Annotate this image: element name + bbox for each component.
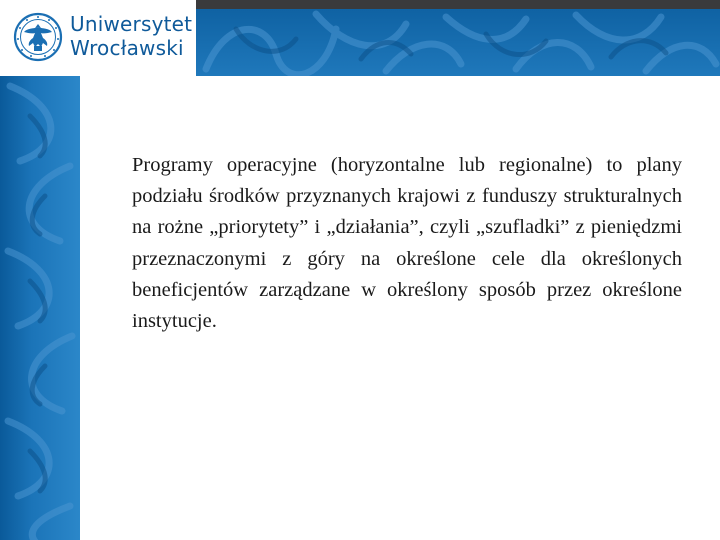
header-pattern-band (196, 9, 720, 76)
slide-content (80, 76, 720, 540)
university-seal-icon (13, 12, 63, 62)
university-name (70, 12, 192, 60)
left-pattern-stripe (0, 76, 80, 540)
university-name-line1: Uniwersytet (70, 12, 193, 36)
swirl-pattern-left (0, 76, 80, 540)
slide-paragraph: Programy operacyjne (horyzontalne lub regionalne) to plany podziału środków przyznanych krajowi z funduszy strukturalnych na rożne „priorytety” i „działania”, czyli „szufladki” z pieniędzmi przeznaczonymi z góry na określone cele dla określonych beneficjentów zarządzane w określony sposób przez określone instytucje. (132, 154, 682, 333)
top-dark-bar (196, 0, 720, 9)
university-logo[interactable] (0, 0, 196, 76)
university-name-line2: Wrocławski (70, 36, 184, 60)
swirl-pattern-top (196, 9, 720, 76)
